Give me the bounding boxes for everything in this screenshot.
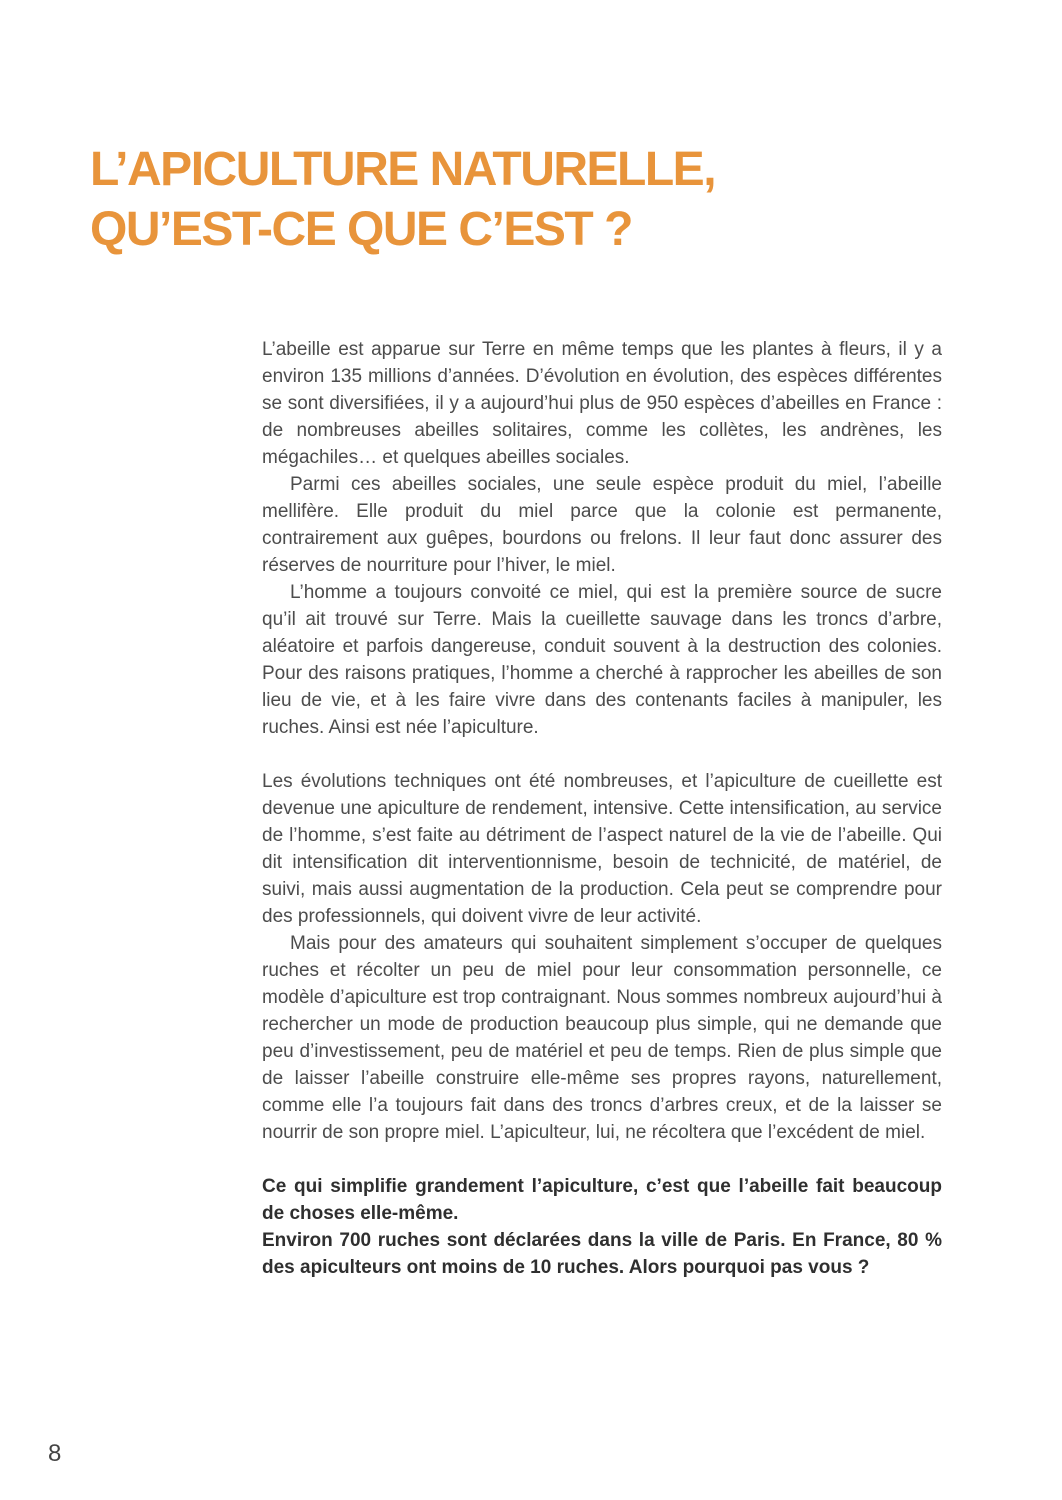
paragraph-intensification: Les évolutions techniques ont été nombreuses, et l’apiculture de cueillette est devenue une apiculture de rendement, intensive. Cette intensification, au service de l’homme, s’est faite au détriment de l’aspect naturel de la vie de l’abeille. Qui dit intensification dit interventionnisme, besoin de technicité, de matériel, de suivi, mais aussi augmentation de la production. Cela peut se comprendre pour des professionnels, qui doivent vivre de leur activité. (262, 771, 942, 927)
paragraph-social-bees: Parmi ces abeilles sociales, une seule espèce produit du miel, l’abeille mellifère. Elle produit du miel parce que la colonie est permanente, contrairement aux guêpes, bourdons ou frelons. Il leur faut donc assurer des réserves de nourriture pour l’hiver, le miel. (262, 474, 942, 576)
paragraph-bold-summary: Ce qui simplifie grandement l’apiculture, c’est que l’abeille fait beaucoup de choses elle-même. (262, 1176, 942, 1224)
body-text-column (262, 336, 942, 1281)
paragraph-bold-stats: Environ 700 ruches sont déclarées dans la ville de Paris. En France, 80 % des apiculteurs ont moins de 10 ruches. Alors pourquoi pas vous ? (262, 1230, 942, 1278)
paragraph-intro: L’abeille est apparue sur Terre en même temps que les plantes à fleurs, il y a environ 135 millions d’années. D’évolution en évolution, des espèces différentes se sont diversifiées, il y a aujourd’hui plus de 950 espèces d’abeilles en France : de nombreuses abeilles solitaires, comme les collètes, les andrènes, les mégachiles… et quelques abeilles sociales. (262, 339, 942, 468)
page-number: 8 (48, 1440, 62, 1467)
paragraph-honey-history: L’homme a toujours convoité ce miel, qui est la première source de sucre qu’il ait trouvé sur Terre. Mais la cueillette sauvage dans les troncs d’arbre, aléatoire et parfois dangereuse, conduit souvent à la destruction des colonies. Pour des raisons pratiques, l’homme a cherché à rapprocher les abeilles de son lieu de vie, et à les faire vivre dans des contenants faciles à manipuler, les ruches. Ainsi est née l’apiculture. (262, 582, 942, 738)
chapter-title (90, 140, 715, 260)
paragraph-amateurs: Mais pour des amateurs qui souhaitent simplement s’occuper de quelques ruches et récolter un peu de miel pour leur consommation personnelle, ce modèle d’apiculture est trop contraignant. Nous sommes nombreux aujourd’hui à rechercher un mode de production beaucoup plus simple, qui ne demande que peu d’investissement, peu de matériel et peu de temps. Rien de plus simple que de laisser l’abeille construire elle-même ses propres rayons, naturellement, comme elle l’a toujours fait dans des troncs d’arbres creux, et de la laisser se nourrir de son propre miel. L’apiculteur, lui, ne récoltera que l’excédent de miel. (262, 933, 942, 1143)
chapter-title-line-1: L’APICULTURE NATURELLE, (90, 143, 716, 197)
chapter-title-line-2: QU’EST-CE QUE C’EST ? (90, 203, 632, 257)
